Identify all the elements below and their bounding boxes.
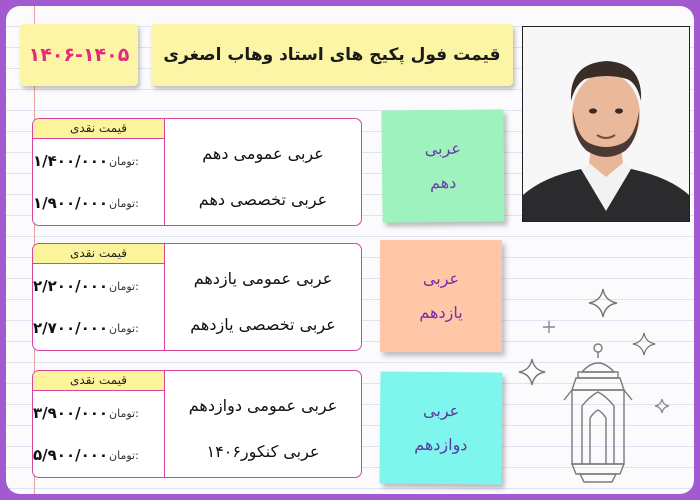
year-range-note [20,24,138,86]
course-name: عربی عمومی دهم [202,143,324,163]
cash-price-label: قیمت نقدی [33,371,164,391]
teacher-photo [522,26,690,222]
currency-label: تومان: [109,279,139,293]
course-name: عربی عمومی یازدهم [193,268,333,288]
sparkle-icon [588,288,618,318]
price-sheet [6,6,694,494]
grade-note-10 [381,109,504,222]
price-cell [33,266,164,306]
currency-label: تومان: [109,406,139,420]
currency-label: تومان: [109,321,139,335]
course-column [165,371,361,477]
price-table-grade-11 [32,243,362,351]
price-cell [33,308,164,348]
ramadan-lantern-icon [558,342,638,492]
course-name: عربی عمومی دوازدهم [188,395,338,415]
price-table-grade-10 [32,118,362,226]
course-column [165,119,361,225]
price-value: ۱/۹۰۰/۰۰۰ [33,194,109,212]
currency-label: تومان: [109,154,139,168]
course-name: عربی تخصصی یازدهم [190,314,336,334]
sparkle-icon [542,320,556,334]
cash-price-label: قیمت نقدی [33,244,164,264]
course-name: عربی تخصصی دهم [198,189,328,209]
sparkle-icon [654,398,670,414]
price-column [33,371,165,477]
price-value: ۲/۷۰۰/۰۰۰ [33,319,109,337]
title-note [151,24,513,86]
note-subject: عربی [422,269,460,288]
price-column [33,119,165,225]
note-grade: دهم [429,172,457,193]
course-column [165,244,361,350]
grade-note-12 [380,371,503,484]
price-table-grade-12 [32,370,362,478]
price-cell [33,435,164,475]
price-value: ۵/۹۰۰/۰۰۰ [33,446,109,464]
page-title: قیمت فول پکیج های استاد وهاب اصغری [163,45,501,65]
sparkle-icon [518,358,546,386]
price-value: ۳/۹۰۰/۰۰۰ [33,404,109,422]
note-subject: عربی [422,400,460,421]
grade-note-11 [380,240,502,352]
price-cell [33,183,164,223]
note-grade: دوازدهم [414,434,468,455]
currency-label: تومان: [109,448,139,462]
price-cell [33,141,164,181]
price-value: ۱/۴۰۰/۰۰۰ [33,152,109,170]
currency-label: تومان: [109,196,139,210]
course-name: عربی کنکور۱۴۰۶ [206,441,320,461]
price-cell [33,393,164,433]
price-value: ۲/۲۰۰/۰۰۰ [33,277,109,295]
price-column [33,244,165,350]
year-range: ۱۴۰۶-۱۴۰۵ [28,44,130,66]
note-grade: یازدهم [419,303,463,322]
cash-price-label: قیمت نقدی [33,119,164,139]
note-subject: عربی [424,138,462,159]
